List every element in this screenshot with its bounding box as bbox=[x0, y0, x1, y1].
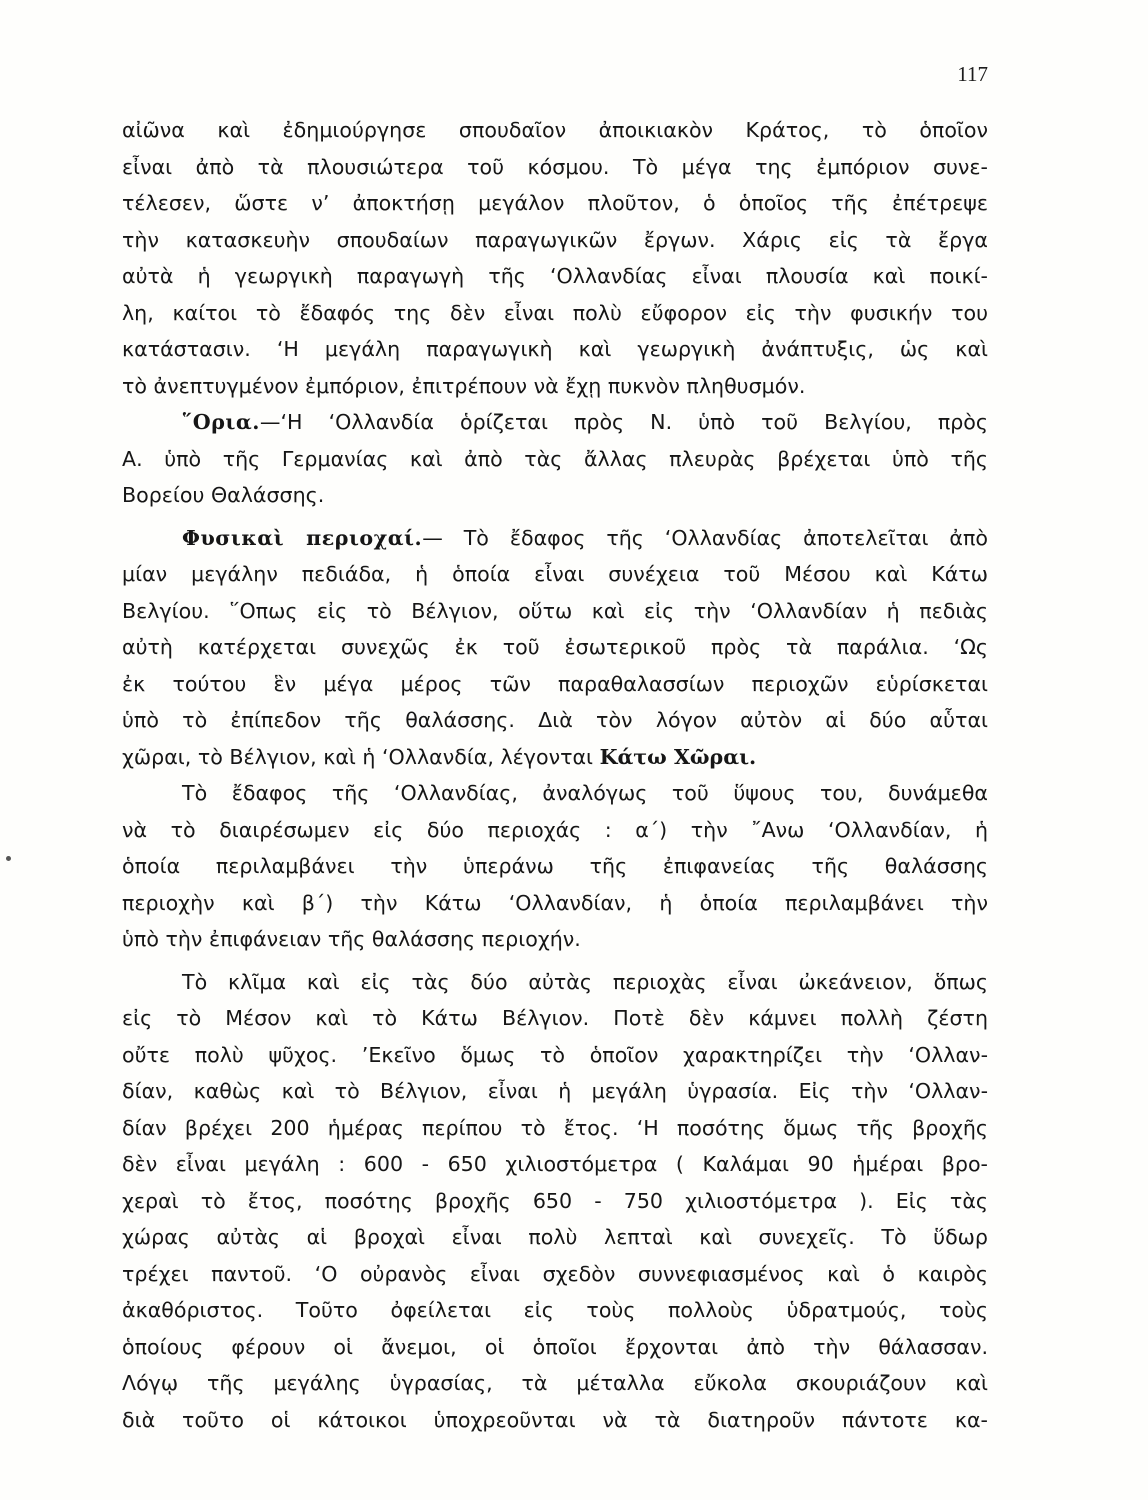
text-line: νὰ τὸ διαιρέσωμεν εἰς δύο περιοχάς : α΄) τὴν ῎Ανω ‘Ολλανδίαν, ἡ bbox=[122, 817, 988, 842]
text-line: αἰῶνα καὶ ἐδημιούργησε σπουδαῖον ἀποικιακὸν Κράτος, τὸ ὁποῖον bbox=[122, 118, 988, 142]
text-line bbox=[122, 404, 988, 441]
text-line: Βελγίου. ῞Οπως εἰς τὸ Βέλγιον, οὕτω καὶ εἰς τὴν ‘Ολλανδίαν ἡ πεδιὰς bbox=[122, 598, 988, 623]
text-line: αὐτὴ κατέρχεται συνεχῶς ἐκ τοῦ ἐσωτερικοῦ πρὸς τὰ παράλια. ‘Ως bbox=[122, 635, 988, 659]
text-line: ὁποία περιλαμβάνει τὴν ὑπεράνω τῆς ἐπιφανείας τῆς θαλάσσης bbox=[122, 854, 988, 878]
text-line: ἀκαθόριστος. Τοῦτο ὀφείλεται εἰς τοὺς πολλοὺς ὑδρατμούς, τοὺς bbox=[122, 1298, 988, 1322]
text-line: τὸ ἀνεπτυγμένον ἐμπόριον, ἐπιτρέπουν νὰ ἔχῃ πυκνὸν πληθυσμόν. bbox=[122, 373, 806, 398]
text-line: τρέχει παντοῦ. ‘Ο οὐρανὸς εἶναι σχεδὸν συννεφιασμένος καὶ ὁ καιρὸς bbox=[122, 1261, 988, 1286]
paragraph-borders bbox=[122, 404, 988, 514]
stray-ink-mark bbox=[6, 856, 11, 861]
text-line: χεραὶ τὸ ἔτος, ποσότης βροχῆς 650 - 750 χιλιοστόμετρα ). Εἰς τὰς bbox=[122, 1188, 988, 1213]
paragraph-climate bbox=[122, 964, 988, 1439]
bold-term-low-countries: Κάτω Χῶραι. bbox=[599, 744, 757, 769]
text-line bbox=[122, 739, 988, 776]
text-fragment: — Τὸ ἔδαφος τῆς ‘Ολλανδίας ἀποτελεῖται ἀπὸ bbox=[422, 525, 989, 550]
body-text bbox=[122, 112, 988, 1438]
text-line: Α. ὑπὸ τῆς Γερμανίας καὶ ἀπὸ τὰς ἄλλας πλευρὰς βρέχεται ὑπὸ τῆς bbox=[122, 446, 988, 471]
text-line: κατάστασιν. ‘Η μεγάλη παραγωγικὴ καὶ γεωργικὴ ἀνάπτυξις, ὡς καὶ bbox=[122, 337, 988, 361]
text-line: λη, καίτοι τὸ ἔδαφός της δὲν εἶναι πολὺ εὔφορον εἰς τὴν φυσικήν του bbox=[122, 300, 988, 325]
text-line: διὰ τοῦτο οἱ κάτοικοι ὑποχρεοῦνται νὰ τὰ διατηροῦν πάντοτε κα- bbox=[122, 1407, 988, 1432]
section-heading-borders: ῞Ορια. bbox=[182, 410, 260, 434]
text-line: Λόγῳ τῆς μεγάλης ὑγρασίας, τὰ μέταλλα εὔκολα σκουριάζουν καὶ bbox=[122, 1371, 988, 1395]
text-line: ὁποίους φέρουν οἱ ἄνεμοι, οἱ ὁποῖοι ἔρχονται ἀπὸ τὴν θάλασσαν. bbox=[122, 1334, 988, 1359]
section-heading-physical-regions: Φυσικαὶ περιοχαί. bbox=[182, 525, 423, 550]
text-line: δὲν εἶναι μεγάλη : 600 - 650 χιλιοστόμετρα ( Καλάμαι 90 ἡμέραι βρο- bbox=[122, 1152, 988, 1176]
text-line: δίαν, καθὼς καὶ τὸ Βέλγιον, εἶναι ἡ μεγάλη ὑγρασία. Εἰς τὴν ‘Ολλαν- bbox=[122, 1079, 988, 1103]
text-line: Τὸ ἔδαφος τῆς ‘Ολλανδίας, ἀναλόγως τοῦ ὕψους του, δυνάμεθα bbox=[182, 781, 988, 805]
text-line bbox=[122, 520, 988, 557]
text-line: εἶναι ἀπὸ τὰ πλουσιώτερα τοῦ κόσμου. Τὸ μέγα της ἐμπόριον συνε- bbox=[122, 154, 988, 179]
text-line: ὑπὸ τὸ ἐπίπεδον τῆς θαλάσσης. Διὰ τὸν λόγον αὐτὸν αἱ δύο αὗται bbox=[122, 708, 988, 732]
text-line: χώρας αὐτὰς αἱ βροχαὶ εἶναι πολὺ λεπταὶ καὶ συνεχεῖς. Τὸ ὕδωρ bbox=[122, 1225, 988, 1249]
paragraph-1 bbox=[122, 112, 988, 404]
text-fragment: χῶραι, τὸ Βέλγιον, καὶ ἡ ‘Ολλανδία, λέγονται bbox=[122, 744, 594, 769]
text-line: ὑπὸ τὴν ἐπιφάνειαν τῆς θαλάσσης περιοχήν. bbox=[122, 927, 581, 951]
text-line: τὴν κατασκευὴν σπουδαίων παραγωγικῶν ἔργων. Χάρις εἰς τὰ ἔργα bbox=[122, 227, 988, 252]
paragraph-4 bbox=[122, 775, 988, 958]
text-line: Βορείου Θαλάσσης. bbox=[122, 483, 325, 507]
text-line: οὔτε πολὺ ψῦχος. ’Εκεῖνο ὅμως τὸ ὁποῖον χαρακτηρίζει τὴν ‘Ολλαν- bbox=[122, 1042, 988, 1067]
text-line: περιοχὴν καὶ β΄) τὴν Κάτω ‘Ολλανδίαν, ἡ ὁποία περιλαμβάνει τὴν bbox=[122, 890, 988, 915]
text-line: μίαν μεγάλην πεδιάδα, ἡ ὁποία εἶναι συνέχεια τοῦ Μέσου καὶ Κάτω bbox=[122, 562, 988, 586]
text-line: αὐτὰ ἡ γεωργικὴ παραγωγὴ τῆς ‘Ολλανδίας εἶναι πλουσία καὶ ποικί- bbox=[122, 264, 988, 288]
text-fragment: —‘Η ‘Ολλανδία ὁρίζεται πρὸς Ν. ὑπὸ τοῦ Βελγίου, πρὸς bbox=[259, 410, 988, 434]
text-line: δίαν βρέχει 200 ἡμέρας περίπου τὸ ἔτος. ‘Η ποσότης ὅμως τῆς βροχῆς bbox=[122, 1115, 988, 1140]
text-line: Τὸ κλῖμα καὶ εἰς τὰς δύο αὐτὰς περιοχὰς εἶναι ὠκεάνειον, ὅπως bbox=[182, 969, 988, 994]
text-line: τέλεσεν, ὥστε ν’ ἀποκτήσῃ μεγάλον πλοῦτον, ὁ ὁποῖος τῆς ἐπέτρεψε bbox=[122, 191, 988, 215]
page-number: 117 bbox=[957, 62, 988, 86]
paragraph-physical-regions bbox=[122, 520, 988, 776]
text-line: ἐκ τούτου ἓν μέγα μέρος τῶν παραθαλασσίων περιοχῶν εὑρίσκεται bbox=[122, 671, 988, 696]
text-line: εἰς τὸ Μέσον καὶ τὸ Κάτω Βέλγιον. Ποτὲ δὲν κάμνει πολλὴ ζέστη bbox=[122, 1006, 988, 1030]
